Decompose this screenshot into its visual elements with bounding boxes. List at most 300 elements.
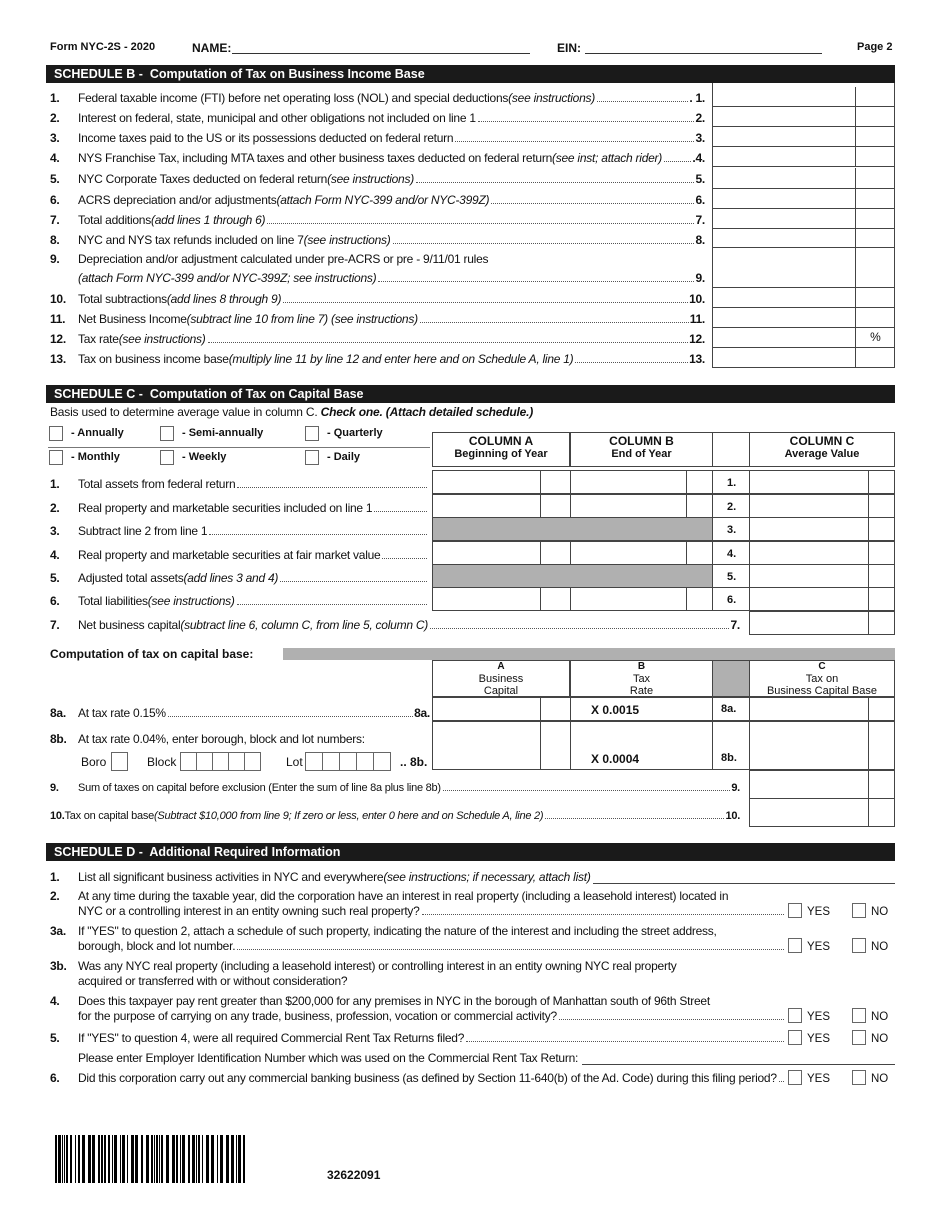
line-number: 1. (50, 91, 60, 105)
lot-digit-field[interactable] (356, 752, 374, 771)
business-capital-field[interactable] (432, 697, 541, 721)
line-text: Subtract line 2 from line 1 (78, 524, 208, 538)
business-capital-field[interactable] (432, 721, 541, 770)
column-b-field[interactable] (570, 587, 687, 611)
leader-dots (491, 203, 694, 204)
amount-field[interactable] (712, 209, 856, 229)
line-ref: .4. (692, 151, 705, 165)
column-a-field[interactable] (432, 470, 541, 494)
line-ref: 12. (689, 332, 705, 346)
ein-field[interactable] (585, 40, 822, 54)
line-text: Tax on capital base (64, 810, 154, 822)
column-b-cents[interactable] (686, 494, 713, 518)
leader-dots (466, 1041, 784, 1042)
column-subtitle: Average Value (784, 448, 860, 460)
amount-field[interactable] (712, 168, 856, 189)
leader-dots (382, 558, 427, 559)
yes-label: YES (807, 1011, 831, 1023)
leader-dots (374, 511, 427, 512)
line-ref: 7. (695, 213, 705, 227)
barcode-bar (55, 1135, 57, 1183)
amount-field[interactable] (712, 248, 856, 288)
cents-field[interactable] (855, 288, 895, 308)
tax-cents[interactable] (868, 798, 895, 827)
yes-checkbox[interactable] (788, 1030, 802, 1045)
line-ref: 4. (712, 541, 750, 565)
header-col_c (749, 660, 895, 697)
column-a-cents[interactable] (540, 494, 571, 518)
column-b-cents[interactable] (686, 470, 713, 494)
line-number: 1. (50, 870, 60, 884)
line-text: Tax rate (78, 332, 119, 346)
barcode-bar (64, 1135, 65, 1183)
leader-dots (416, 182, 695, 183)
lot-label: Lot (286, 755, 303, 769)
no-checkbox[interactable] (852, 1070, 866, 1085)
line-number: 6. (50, 594, 60, 608)
barcode-bar (62, 1135, 63, 1183)
column-a-cents[interactable] (540, 587, 571, 611)
column-a-cents[interactable] (540, 541, 571, 565)
header-col_a (432, 660, 570, 697)
barcode-bar (166, 1135, 169, 1183)
yes-label: YES (807, 1073, 831, 1085)
line-row (50, 546, 428, 562)
cents-field[interactable] (855, 168, 895, 189)
no-label: NO (871, 941, 889, 953)
line-ref: 13. (689, 352, 705, 366)
line-row (50, 475, 428, 491)
amount-field[interactable] (712, 288, 856, 308)
column-c-field[interactable] (749, 587, 869, 611)
column-c-cents[interactable] (868, 494, 895, 518)
line-number: 2. (50, 501, 60, 515)
column-c-field[interactable] (749, 517, 869, 541)
barcode-bar (206, 1135, 209, 1183)
barcode-bar (104, 1135, 106, 1183)
line-row (50, 350, 705, 366)
cents-field[interactable] (855, 308, 895, 328)
tax-field[interactable] (749, 770, 869, 799)
no-label: NO (871, 1011, 889, 1023)
boro-label: Boro (81, 755, 107, 769)
amount-field[interactable] (712, 107, 856, 127)
column-b-field[interactable] (570, 541, 687, 565)
barcode-bar (188, 1135, 190, 1183)
answer-line[interactable] (593, 883, 895, 884)
checkbox[interactable] (160, 450, 174, 465)
line-9 (50, 778, 740, 794)
leader-dots (478, 121, 695, 122)
question-text: If "YES" to question 4, were all required Commercial Rent Tax Returns filed? (78, 1031, 465, 1045)
line-number: 3. (50, 524, 60, 538)
shaded-bar (283, 648, 895, 660)
shaded-area (432, 564, 713, 588)
line-ref: 6. (695, 193, 705, 207)
barcode-bar (154, 1135, 155, 1183)
tax-cents[interactable] (868, 770, 895, 799)
barcode-bar (198, 1135, 200, 1183)
line-note: (add lines 8 through 9) (166, 292, 282, 306)
computation-title: Computation of tax on capital base: (50, 647, 254, 661)
line-note: (attach Form NYC-399 and/or NYC-399Z; see instructions) (78, 271, 377, 285)
column-b-field[interactable] (570, 494, 687, 518)
leader-dots (597, 101, 688, 102)
line-text: Total subtractions (78, 292, 167, 306)
tax-cents[interactable] (868, 721, 895, 770)
barcode-bar (122, 1135, 125, 1183)
line-8b (50, 730, 430, 746)
question-text: Was any NYC real property (including a leasehold interest) or controlling interest in an entity owning NYC real property (78, 959, 677, 973)
leader-dots (237, 487, 427, 488)
column-c-cents[interactable] (868, 470, 895, 494)
boro-field[interactable] (111, 752, 128, 771)
no-label: NO (871, 906, 889, 918)
leader-dots (443, 790, 731, 791)
line-row (50, 522, 428, 538)
column-b-header (570, 432, 713, 467)
leader-dots (280, 581, 427, 582)
line-ref: 10. (689, 292, 705, 306)
column-c-field[interactable] (749, 564, 869, 588)
checkbox-label: - Monthly (71, 451, 120, 463)
column-title: COLUMN A (468, 434, 534, 448)
barcode-bar (192, 1135, 195, 1183)
leader-dots (208, 342, 689, 343)
line-ref: 9. (731, 782, 740, 794)
leader-dots (575, 362, 688, 363)
line-note: (subtract line 10 from line 7) (see instructions) (186, 312, 418, 326)
leader-dots (430, 628, 730, 629)
line-ref: 3. (695, 131, 705, 145)
line-number: 4. (50, 548, 60, 562)
amount-field[interactable] (712, 328, 856, 348)
question-text: At any time during the taxable year, did the corporation have an interest in real property (including a leasehold interest) located in (78, 889, 729, 903)
line-ref: 8. (695, 233, 705, 247)
line-number: 4. (50, 151, 60, 165)
block-digit-field[interactable] (228, 752, 245, 771)
question-text: If "YES" to question 2, attach a schedule of such property, indicating the nature of the interest and including the street address, (78, 924, 717, 938)
checkbox[interactable] (160, 426, 174, 441)
line-row (50, 211, 705, 227)
line-ref: 2. (712, 494, 750, 518)
line-text: Federal taxable income (FTI) before net operating loss (NOL) and special deductions (78, 91, 509, 105)
question-line (50, 888, 810, 903)
divider (48, 447, 430, 448)
line-ref: 11. (689, 312, 705, 326)
no-checkbox[interactable] (852, 1008, 866, 1023)
barcode-bar (131, 1135, 134, 1183)
column-a-field[interactable] (432, 587, 541, 611)
header-line: C (818, 661, 826, 672)
column-c-cents[interactable] (868, 517, 895, 541)
header-line: Tax on (805, 673, 839, 685)
column-a-cents[interactable] (540, 470, 571, 494)
schedule-d-title: SCHEDULE D - Additional Required Information (46, 843, 895, 861)
barcode-bar (101, 1135, 103, 1183)
leader-dots (283, 302, 688, 303)
barcode-bar (176, 1135, 178, 1183)
barcode-bar (135, 1135, 138, 1183)
header-line: Business (478, 673, 524, 685)
barcode-bar (220, 1135, 223, 1183)
block-digit-field[interactable] (212, 752, 229, 771)
barcode-bar (231, 1135, 234, 1183)
block-digit-field[interactable] (244, 752, 261, 771)
shaded-cell (712, 660, 750, 697)
amount-field[interactable] (712, 308, 856, 328)
checkbox-label: - Annually (71, 427, 124, 439)
header-line: Business Capital Base (766, 685, 878, 697)
column-c-cents[interactable] (868, 564, 895, 588)
column-c-cents[interactable] (868, 541, 895, 565)
no-checkbox[interactable] (852, 1030, 866, 1045)
line-number: 6. (50, 1071, 60, 1085)
checkbox-label: - Daily (327, 451, 361, 463)
column-a-field[interactable] (432, 541, 541, 565)
line-text: Net business capital (78, 618, 181, 632)
checkbox[interactable] (49, 426, 63, 441)
line-row (50, 310, 705, 326)
barcode-bar (141, 1135, 143, 1183)
line-number: 2. (50, 111, 60, 125)
question-line (50, 993, 810, 1008)
yes-checkbox[interactable] (788, 1070, 802, 1085)
cents-field[interactable] (855, 209, 895, 229)
question-text: for the purpose of carrying on any trade, business, profession, vocation or commercial activity? (78, 1009, 557, 1023)
column-c-field[interactable] (749, 611, 869, 635)
name-field[interactable] (232, 40, 530, 54)
line-row (50, 290, 705, 306)
yes-label: YES (807, 941, 831, 953)
cents-field[interactable] (855, 147, 895, 167)
barcode-number: 32622091 (327, 1168, 381, 1182)
line-row (50, 149, 705, 165)
barcode-bar (98, 1135, 100, 1183)
schedule-c-title: SCHEDULE C - Computation of Tax on Capital Base (46, 385, 895, 403)
line-number: 12. (50, 332, 66, 346)
percent-sign[interactable]: % (855, 328, 895, 348)
shaded-area (432, 517, 713, 541)
barcode-bar (159, 1135, 160, 1183)
no-label: NO (871, 1033, 889, 1045)
checkbox[interactable] (305, 450, 319, 465)
line-note: (Subtract $10,000 from line 9; If zero or less, enter 0 here and on Schedule A, line 2) (153, 810, 544, 822)
column-c-field[interactable] (749, 494, 869, 518)
amount-field[interactable] (712, 127, 856, 147)
page-number: Page 2 (857, 41, 893, 53)
block-digit-field[interactable] (180, 752, 197, 771)
cents-field[interactable] (855, 229, 895, 248)
barcode-bar (127, 1135, 128, 1183)
line-number: 8. (50, 233, 60, 247)
line-number: 8b. (50, 732, 67, 746)
line-row (50, 499, 428, 515)
tax-cents[interactable] (868, 697, 895, 721)
tax-rate: X 0.0015 (570, 697, 713, 721)
amount-field[interactable] (712, 87, 856, 107)
line-row (50, 89, 705, 105)
barcode-bar (92, 1135, 95, 1183)
lot-digit-field[interactable] (322, 752, 340, 771)
header-line: Rate (629, 685, 654, 697)
barcode-bar (70, 1135, 72, 1183)
barcode-bar (196, 1135, 197, 1183)
header-line: A (497, 661, 505, 672)
barcode-bar (211, 1135, 214, 1183)
business-capital-cents[interactable] (540, 697, 571, 721)
block-digit-field[interactable] (196, 752, 213, 771)
question-line (50, 938, 785, 953)
tax-field[interactable] (749, 721, 869, 770)
column-b-field[interactable] (570, 470, 687, 494)
barcode-bar (78, 1135, 80, 1183)
amount-field[interactable] (712, 348, 856, 368)
line-number: 11. (50, 312, 66, 326)
line-text: Adjusted total assets (78, 571, 184, 585)
question-line (50, 1008, 785, 1023)
checkbox[interactable] (305, 426, 319, 441)
line-note: (see instructions) (508, 91, 596, 105)
cents-field[interactable] (855, 87, 895, 107)
question-line (50, 973, 785, 988)
line-row (50, 250, 705, 266)
column-c-header (749, 432, 895, 467)
line-ref: .. 8b. (400, 755, 428, 769)
line-number: 6. (50, 193, 60, 207)
barcode-bar (120, 1135, 121, 1183)
leader-dots (237, 949, 784, 950)
line-number: 13. (50, 352, 66, 366)
line-ref: . 1. (689, 91, 705, 105)
header-col_b (570, 660, 713, 697)
checkbox[interactable] (49, 450, 63, 465)
yes-checkbox[interactable] (788, 903, 802, 918)
line-text: Total liabilities (78, 594, 148, 608)
line-note: (see instructions) (327, 172, 414, 186)
line-row (50, 616, 740, 632)
line-text: NYC and NYS tax refunds included on line 7 (78, 233, 304, 247)
lot-digit-field[interactable] (339, 752, 357, 771)
question-note: (see instructions; if necessary, attach list) (383, 870, 591, 884)
header-line: B (637, 661, 646, 672)
leader-dots (378, 281, 694, 282)
column-title: COLUMN B (609, 434, 674, 448)
line-text: NYS Franchise Tax, including MTA taxes and other business taxes deducted on federal return (78, 151, 552, 165)
yes-checkbox[interactable] (788, 938, 802, 953)
line-number: 8a. (50, 706, 66, 720)
lot-digit-field[interactable] (305, 752, 323, 771)
ein-answer-line[interactable] (582, 1064, 895, 1065)
amount-field[interactable] (712, 189, 856, 209)
barcode-bar (172, 1135, 175, 1183)
leader-dots (422, 914, 784, 915)
line-number: 7. (50, 213, 60, 227)
column-b-cents[interactable] (686, 541, 713, 565)
line-note: (attach Form NYC-399 and/or NYC-399Z) (276, 193, 490, 207)
barcode-bar (112, 1135, 113, 1183)
column-c-cents[interactable] (868, 611, 895, 635)
barcode-bar (75, 1135, 76, 1183)
line-ref: 9. (695, 271, 705, 285)
question-text: List all significant business activities in NYC and everywhere (78, 870, 384, 884)
question-1 (50, 868, 895, 884)
form-id: Form NYC-2S - 2020 (50, 41, 156, 53)
yes-label: YES (807, 1033, 831, 1045)
amount-field[interactable] (712, 147, 856, 167)
question-line (50, 1050, 895, 1065)
business-capital-cents[interactable] (540, 721, 571, 770)
line-text: Total additions (78, 213, 151, 227)
basis-text: Basis used to determine average value in column C. (50, 405, 321, 419)
line-row (50, 109, 705, 125)
barcode-bar (182, 1135, 185, 1183)
leader-dots (393, 243, 695, 244)
basis-instructions (50, 405, 533, 419)
lot-digit-field[interactable] (373, 752, 391, 771)
barcode-bar (226, 1135, 229, 1183)
line-ref: 1. (712, 470, 750, 494)
line-ref: 8a. (414, 706, 430, 720)
barcode-bar (114, 1135, 117, 1183)
tax-field[interactable] (749, 798, 869, 827)
column-a-field[interactable] (432, 494, 541, 518)
amount-field[interactable] (712, 229, 856, 248)
line-number: 2. (50, 889, 60, 903)
column-c-field[interactable] (749, 470, 869, 494)
question-text: NYC or a controlling interest in an entity owning such real property? (78, 904, 420, 918)
question-text: Please enter Employer Identification Number which was used on the Commercial Rent Tax Return: (78, 1051, 579, 1065)
line-ref: 7. (730, 618, 740, 632)
column-a-header (432, 432, 570, 467)
leader-dots (420, 322, 689, 323)
column-c-field[interactable] (749, 541, 869, 565)
cents-field[interactable] (855, 348, 895, 368)
line-number: 10. (50, 292, 66, 306)
line-row (50, 191, 705, 207)
column-b-cents[interactable] (686, 587, 713, 611)
line-row (50, 330, 705, 346)
line-ref: 2. (695, 111, 705, 125)
barcode-bar (88, 1135, 91, 1183)
leader-dots (779, 1081, 784, 1082)
barcode-bar (161, 1135, 163, 1183)
line-text: Net Business Income (78, 312, 187, 326)
no-checkbox[interactable] (852, 903, 866, 918)
leader-dots (545, 818, 724, 819)
no-checkbox[interactable] (852, 938, 866, 953)
line-row (50, 170, 705, 186)
barcode (55, 1135, 250, 1183)
tax-field[interactable] (749, 697, 869, 721)
line-text: At tax rate 0.04%, enter borough, block and lot numbers: (78, 732, 365, 746)
line-ref: 5. (695, 172, 705, 186)
line-text: Income taxes paid to the US or its possessions deducted on federal return (78, 131, 454, 145)
column-c-cents[interactable] (868, 587, 895, 611)
yes-checkbox[interactable] (788, 1008, 802, 1023)
cents-field[interactable] (855, 189, 895, 209)
cents-field[interactable] (855, 107, 895, 127)
line-ref: 10. (725, 810, 740, 822)
line-row (50, 592, 428, 608)
tax-rate: X 0.0004 (570, 721, 713, 770)
header-line: Capital (483, 685, 519, 697)
line-note: (see instructions) (303, 233, 391, 247)
cents-field[interactable] (855, 248, 895, 288)
cents-field[interactable] (855, 127, 895, 147)
column-subtitle: End of Year (611, 448, 672, 460)
line-row (50, 231, 705, 247)
